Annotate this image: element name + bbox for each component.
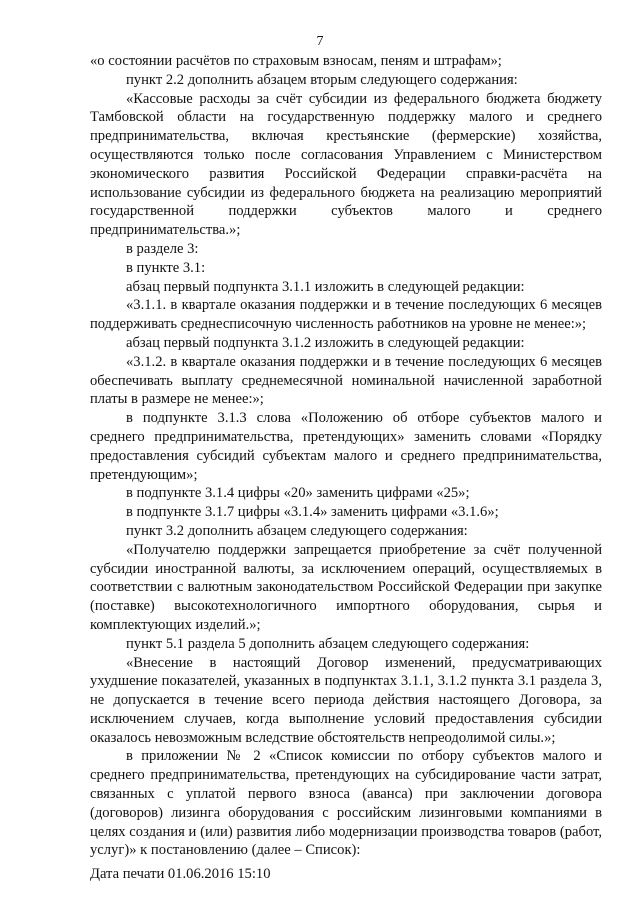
paragraph-5: абзац первый подпункта 3.1.1 изложить в следующей редакции: [126, 278, 525, 295]
paragraph-2: «Кассовые расходы за счёт субсидии из федерального бюджета бюджету Тамбовской области на государственную поддержку малого и среднего предпринимательства, включая крестьянские (фермерские) хозяйства, осуществляются только после согласования Управлением с Министерством экономического развития Российской Федерации справки-расчёта на использование субсидии из федерального бюджета на реализацию мероприятий государственной поддержки субъектов малого и среднего предпринимательства.»; [90, 90, 602, 239]
document-body [90, 52, 602, 860]
paragraph-13: «Получателю поддержки запрещается приобретение за счёт полученной субсидии иностранной валюты, за исключением операций, осуществляемых в соответствии с валютным законодательством Российской Федерации при закупке (поставке) высокотехнологичного импортного оборудования, сырья и комплектующих изделий.»; [90, 541, 602, 633]
paragraph-7: абзац первый подпункта 3.1.2 изложить в следующей редакции: [126, 334, 525, 351]
paragraph-9: в подпункте 3.1.3 слова «Положению об отборе субъектов малого и среднего предпринимательства, претендующих» заменить словами «Порядку предоставления субсидий субъектам малого и среднего предпринимательства, претендующим»; [90, 410, 602, 483]
paragraph-0: «о состоянии расчётов по страховым взносам, пеням и штрафам»; [90, 53, 502, 69]
paragraph-16: в приложении № 2 «Список комиссии по отбору субъектов малого и среднего предпринимательства, претендующих на субсидирование части затрат, связанных с уплатой первого взноса (аванса) при заключении договора (договоров) лизинга оборудования с российским лизинговыми компаниями в целях создания и (или) развития либо модернизации производства товаров (работ, услуг)» к постановлению (далее – Список): [90, 748, 602, 859]
paragraph-10: в подпункте 3.1.4 цифры «20» заменить цифрами «25»; [126, 485, 470, 502]
paragraph-8: «3.1.2. в квартале оказания поддержки и в течение последующих 6 месяцев обеспечивать выплату среднемесячной номинальной начисленной заработной платы в размере не менее:»; [90, 353, 602, 408]
paragraph-3: в разделе 3: [126, 240, 199, 257]
paragraph-1: пункт 2.2 дополнить абзацем вторым следующего содержания: [126, 71, 518, 88]
page-number: 7 [316, 34, 324, 49]
paragraph-4: в пункте 3.1: [126, 259, 206, 276]
print-date-footer: Дата печати 01.06.2016 15:10 [90, 866, 271, 882]
paragraph-11: в подпункте 3.1.7 цифры «3.1.4» заменить цифрами «3.1.6»; [126, 504, 499, 521]
paragraph-12: пункт 3.2 дополнить абзацем следующего содержания: [126, 522, 468, 539]
paragraph-15: «Внесение в настоящий Договор изменений, предусматривающих ухудшение показателей, указанных в подпунктах 3.1.1, 3.1.2 пункта 3.1 раздела 3, не допускается в течение всего периода действия настоящего Договора, за исключением случаев, когда выполнение условий предоставления субсидии оказалось невозможным вследствие обстоятельств непреодолимой силы.»; [90, 654, 602, 746]
paragraph-6: «3.1.1. в квартале оказания поддержки и в течение последующих 6 месяцев поддерживать среднесписочную численность работников на уровне не менее:»; [90, 297, 602, 333]
paragraph-14: пункт 5.1 раздела 5 дополнить абзацем следующего содержания: [126, 635, 530, 652]
